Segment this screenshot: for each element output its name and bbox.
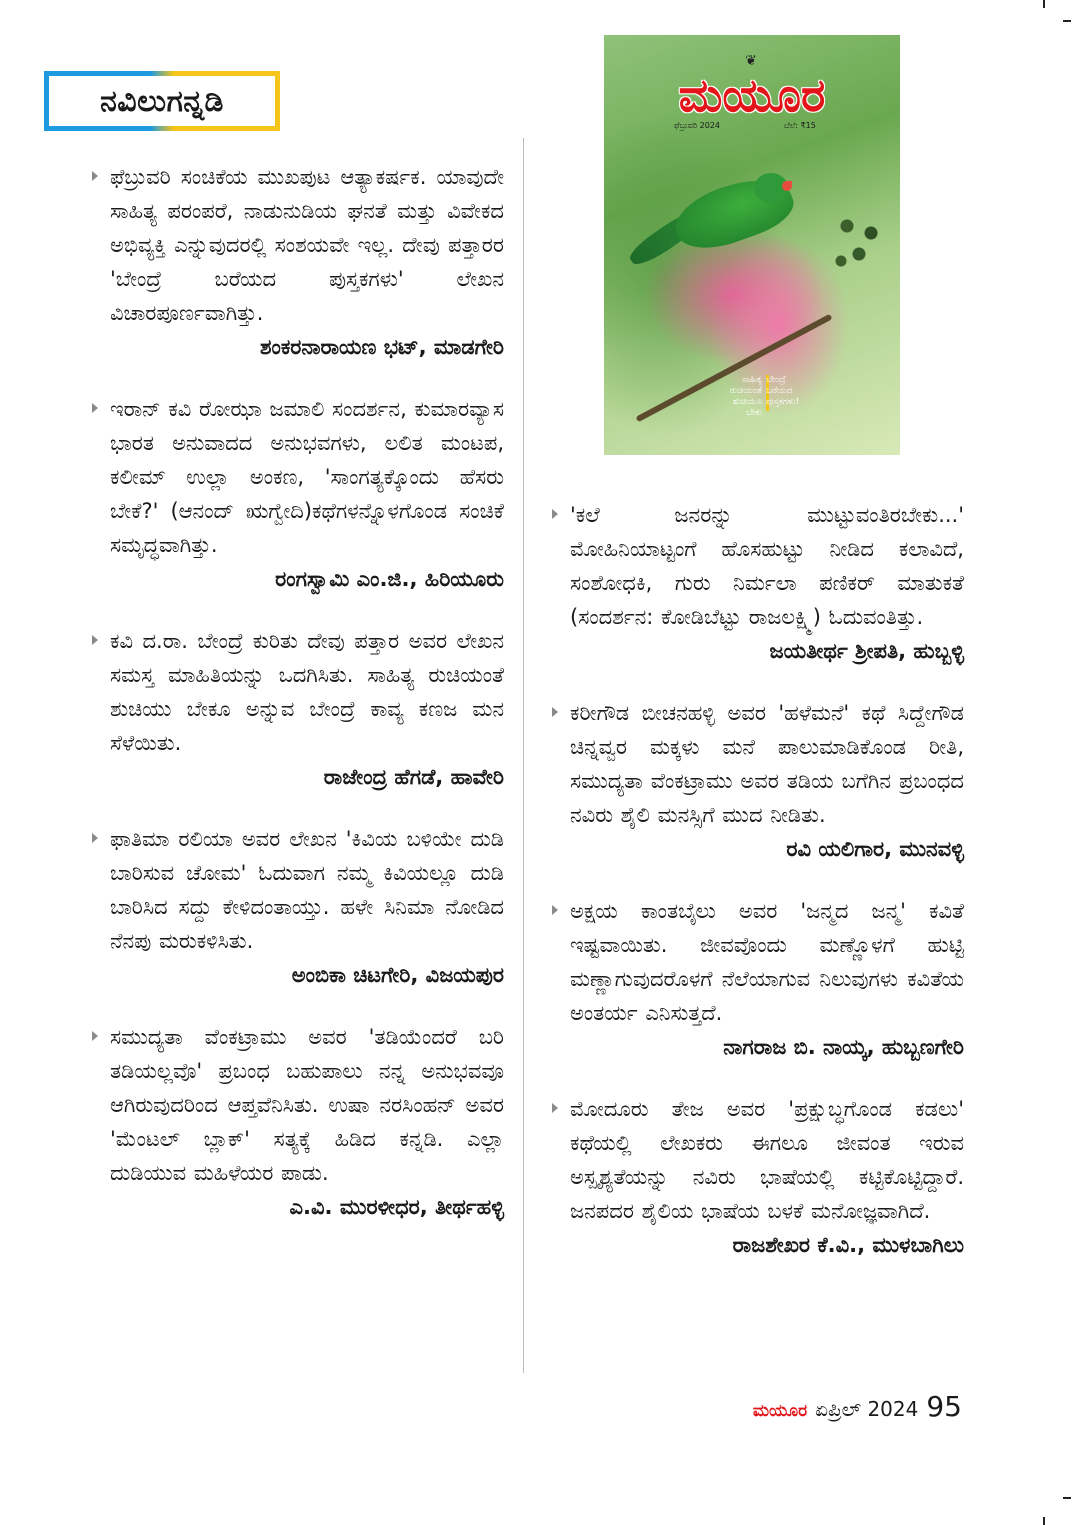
bullet-icon: [92, 403, 98, 413]
letter-text: ಕರೀಗೌಡ ಬೀಚನಹಳ್ಳಿ ಅವರ 'ಹಳೆಮನೆ' ಕಥೆ ಸಿದ್ದೇಗೌಡ ಚಿನ್ನವ್ವರ ಮಕ್ಕಳು ಮನೆ ಪಾಲುಮಾಡಿಕೊಂಡ ರೀತಿ, ಸಮುದ್ಯತಾ ವೆಂಕಟ್ರಾಮು ಅವರ ತಡಿಯ ಬಗೆಗಿನ ಪ್ರಬಂಧದ ನವಿರು ಶೈಲಿ ಮನಸ್ಸಿಗೆ ಮುದ ನೀಡಿತು.: [570, 701, 964, 827]
page-footer: [753, 1390, 962, 1426]
crop-mark: [1063, 1497, 1071, 1499]
bullet-icon: [552, 905, 558, 915]
letter-author: ಅಂಬಿಕಾ ಚಿಟಗೇರಿ, ವಿಜಯಪುರ: [291, 963, 504, 987]
cover-tagline-row: [714, 375, 814, 386]
cover-date: ಫೆಬ್ರುವರಿ 2024: [674, 121, 721, 130]
cover-tagline-row: [714, 386, 814, 397]
letter-author: ಶಂಕರನಾರಾಯಣ ಭಟ್, ಮಾಡಗೇರಿ: [260, 335, 504, 359]
cover-tagline-left: ರುಚಿಯಂತೆ: [729, 386, 762, 396]
bullet-icon: [92, 1031, 98, 1041]
footer-brand: ಮಯೂರ: [752, 1401, 808, 1421]
letter-item: [92, 624, 504, 794]
bullet-icon: [552, 1103, 558, 1113]
letter-text: ಮೋದೂರು ತೇಜ ಅವರ 'ಪ್ರಕ್ಷುಬ್ಧಗೊಂಡ ಕಡಲು' ಕಥೆಯಲ್ಲಿ ಲೇಖಕರು ಈಗಲೂ ಜೀವಂತ ಇರುವ ಅಸ್ಪೃಶ್ಯತೆಯನ್ನು ನವಿರು ಭಾಷೆಯಲ್ಲಿ ಕಟ್ಟಿಕೊಟ್ಟಿದ್ದಾರೆ. ಜನಪದರ ಶೈಲಿಯ ಭಾಷೆಯ ಬಳಕೆ ಮನೋಜ್ಞವಾಗಿದೆ.: [570, 1097, 964, 1223]
letter-item: [92, 392, 504, 596]
letters-column-left: [92, 160, 504, 1252]
cover-tagline-left: ಸಾಹಿತ್ಯ: [741, 375, 762, 385]
bullet-icon: [92, 833, 98, 843]
bullet-icon: [92, 635, 98, 645]
cover-tagline-left: ಶುಚಿಯೂ ಬೇಕು: [732, 397, 762, 418]
cover-tagline-row: [714, 397, 814, 419]
letter-item: [92, 822, 504, 992]
parrot-beak-shape: [782, 181, 792, 191]
letter-item: [552, 1092, 964, 1262]
letter-item: [552, 894, 964, 1064]
section-title: ನವಿಲುಗನ್ನಡಿ: [44, 71, 280, 131]
page-number: 95: [926, 1390, 962, 1423]
cover-title: ಮಯೂರ: [678, 68, 826, 122]
cover-tagline-right: ಪುಸ್ತಕಗಳು!: [766, 397, 800, 407]
crop-mark: [1043, 0, 1045, 8]
cover-tagline: [714, 375, 814, 419]
letter-text: 'ಕಲೆ ಜನರನ್ನು ಮುಟ್ಟುವಂತಿರಬೇಕು...' ಮೋಹಿನಿಯಾಟ್ಟಂಗೆ ಹೊಸಹುಟ್ಟು ನೀಡಿದ ಕಲಾವಿದೆ, ಸಂಶೋಧಕಿ, ಗುರು ನಿರ್ಮಲಾ ಪಣಿಕರ್ ಮಾತುಕತೆ (ಸಂದರ್ಶನ: ಕೋಡಿಬೆಟ್ಟು ರಾಜಲಕ್ಷ್ಮಿ) ಓದುವಂತಿತ್ತು.: [570, 503, 964, 629]
cover-tagline-right: ಬರೆಯದ: [766, 386, 793, 396]
letter-text: ಅಕ್ಷಯ ಕಾಂತಬೈಲು ಅವರ 'ಜನ್ಮದ ಜನ್ಮ' ಕವಿತೆ ಇಷ್ಟವಾಯಿತು. ಜೀವವೊಂದು ಮಣ್ಣೊಳಗೆ ಹುಟ್ಟಿ ಮಣ್ಣಾಗುವುದರೊಳಗೆ ನೆಲೆಯಾಗುವ ನಿಲುವುಗಳು ಕವಿತೆಯ ಅಂತರ್ಯ ಎನಿಸುತ್ತದೆ.: [570, 899, 964, 1025]
letter-author: ರವಿ ಯಲಿಗಾರ, ಮುನವಳ್ಳಿ: [786, 837, 964, 861]
letter-text: ಫಾತಿಮಾ ರಲಿಯಾ ಅವರ ಲೇಖನ 'ಕಿವಿಯ ಬಳಿಯೇ ದುಡಿ ಬಾರಿಸುವ ಚೋಮ' ಓದುವಾಗ ನಮ್ಮ ಕಿವಿಯಲ್ಲೂ ದುಡಿ ಬಾರಿಸಿದ ಸದ್ದು ಕೇಳಿದಂತಾಯ್ತು. ಹಳೇ ಸಿನಿಮಾ ನೋಡಿದ ನೆನಪು ಮರುಕಳಿಸಿತು.: [110, 827, 504, 953]
crop-mark: [1063, 20, 1071, 22]
crop-mark: [1043, 1517, 1045, 1525]
cover-tagline-right: ಬೇಂದ್ರೆ: [766, 375, 786, 385]
letter-author: ರಾಜೇಂದ್ರ ಹೆಗಡೆ, ಹಾವೇರಿ: [323, 765, 504, 789]
letter-item: [92, 1020, 504, 1224]
letter-author: ಜಯತೀರ್ಥ ಶ್ರೀಪತಿ, ಹುಬ್ಬಳ್ಳಿ: [769, 639, 964, 663]
letter-text: ಸಮುದ್ಯತಾ ವೆಂಕಟ್ರಾಮು ಅವರ 'ತಡಿಯೆಂದರೆ ಬರಿ ತಡಿಯಲ್ಲವೊ' ಪ್ರಬಂಧ ಬಹುಪಾಲು ನನ್ನ ಅನುಭವವೂ ಆಗಿರುವುದರಿಂದ ಆಪ್ತವೆನಿಸಿತು. ಉಷಾ ನರಸಿಂಹನ್ ಅವರ 'ಮೆಂಟಲ್ ಬ್ಲಾಕ್' ಸತ್ಯಕ್ಕೆ ಹಿಡಿದ ಕನ್ನಡಿ. ಎಲ್ಲಾ ದುಡಿಯುವ ಮಹಿಳೆಯರ ಪಾಡು.: [110, 1025, 504, 1185]
column-divider: [523, 138, 524, 1373]
bullet-icon: [552, 707, 558, 717]
letter-author: ಎ.ವಿ. ಮುರಳೀಧರ, ತೀರ್ಥಹಳ್ಳಿ: [289, 1195, 504, 1219]
letter-item: [92, 160, 504, 364]
letter-item: [552, 498, 964, 668]
letter-author: ರಾಜಶೇಖರ ಕೆ.ವಿ., ಮುಳಬಾಗಿಲು: [732, 1233, 964, 1257]
cover-price: ಬೆಲೆ: ₹15: [784, 121, 816, 130]
letter-text: ಇರಾನ್ ಕವಿ ರೋಝಾ ಜಮಾಲಿ ಸಂದರ್ಶನ, ಕುಮಾರವ್ಯಾಸ ಭಾರತ ಅನುವಾದದ ಅನುಭವಗಳು, ಲಲಿತ ಮಂಟಪ, ಕಲೀಮ್ ಉಲ್ಲಾ ಅಂಕಣ, 'ಸಾಂಗತ್ಯಕ್ಕೊಂದು ಹೆಸರು ಬೇಕೆ?' (ಆನಂದ್ ಋಗ್ವೇದಿ)ಕಥೆಗಳನ್ನೊಳಗೊಂಡ ಸಂಚಿಕೆ ಸಮೃದ್ಧವಾಗಿತ್ತು.: [110, 397, 505, 557]
letter-text: ಫೆಬ್ರುವರಿ ಸಂಚಿಕೆಯ ಮುಖಪುಟ ಆತ್ಯಾಕರ್ಷಕ. ಯಾವುದೇ ಸಾಹಿತ್ಯ ಪರಂಪರೆ, ನಾಡುನುಡಿಯ ಘನತೆ ಮತ್ತು ವಿವೇಕದ ಅಭಿವ್ಯಕ್ತಿ ಎನ್ನುವುದರಲ್ಲಿ ಸಂಶಯವೇ ಇಲ್ಲ. ದೇವು ಪತ್ತಾರರ 'ಬೇಂದ್ರೆ ಬರೆಯದ ಪುಸ್ತಕಗಳು' ಲೇಖನ ವಿಚಾರಪೂರ್ಣವಾಗಿತ್ತು.: [110, 165, 504, 325]
letter-author: ರಂಗಸ್ವಾಮಿ ಎಂ.ಜಿ., ಹಿರಿಯೂರು: [275, 567, 504, 591]
letters-column-right: [552, 498, 964, 1290]
magazine-cover-image: [604, 35, 900, 455]
footer-month: ಏಪ್ರಿಲ್ 2024: [815, 1397, 919, 1421]
flower-buds-shape: [829, 205, 889, 275]
bullet-icon: [552, 509, 558, 519]
letter-author: ನಾಗರಾಜ ಬಿ. ನಾಯ್ಕ, ಹುಬ್ಬಣಗೇರಿ: [723, 1035, 964, 1059]
letter-text: ಕವಿ ದ.ರಾ. ಬೇಂದ್ರೆ ಕುರಿತು ದೇವು ಪತ್ತಾರ ಅವರ ಲೇಖನ ಸಮಸ್ತ ಮಾಹಿತಿಯನ್ನು ಒದಗಿಸಿತು. ಸಾಹಿತ್ಯ ರುಚಿಯಂತೆ ಶುಚಿಯು ಬೇಕೂ ಅನ್ನುವ ಬೇಂದ್ರೆ ಕಾವ್ಯ ಕಣಜ ಮನ ಸೆಳೆಯಿತು.: [110, 629, 504, 755]
peacock-icon: ❦: [745, 53, 757, 69]
letter-item: [552, 696, 964, 866]
bullet-icon: [92, 171, 98, 181]
